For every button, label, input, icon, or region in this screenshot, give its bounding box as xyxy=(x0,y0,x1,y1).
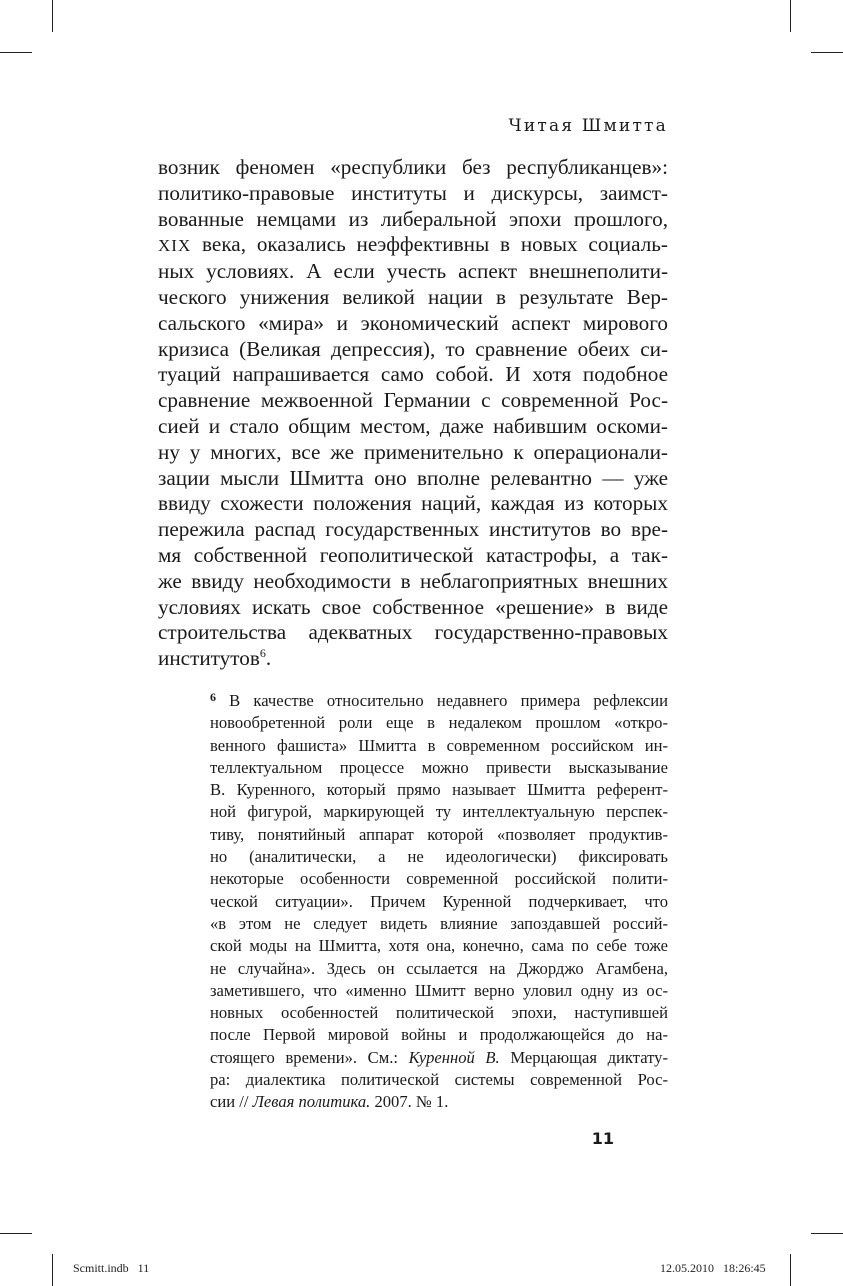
body-line: XIX века, оказались неэффективны в новых социаль- xyxy=(158,232,668,257)
footnote-line: стоящего времени». См.: Куренной В. Мерцающая диктату- xyxy=(210,1047,669,1067)
footnote-line: венного фашиста» Шмитта в современном российском ин- xyxy=(210,735,668,755)
footnote-line: ской моды на Шмитта, хотя она, конечно, сама по себе тоже xyxy=(210,936,668,956)
body-line: же ввиду необходимости в неблагоприятных внешних xyxy=(158,568,668,593)
footnote-line: ной фигурой, маркирующей ту интеллектуальную перспек- xyxy=(210,802,668,822)
footnote-reference[interactable]: 6 xyxy=(259,646,266,661)
footnote-line: заметившего, что «именно Шмитт верно уловил одну из ос- xyxy=(210,980,668,1000)
crop-mark xyxy=(0,1233,32,1234)
footnote-line: тиву, понятийный аппарат которой «позволяет продуктив- xyxy=(210,824,668,844)
footnote-line: теллектуальном процессе можно привести высказывание xyxy=(210,757,668,777)
slug-timestamp: 12.05.2010 18:26:45 xyxy=(660,1261,766,1275)
body-line: сальского «мира» и экономический аспект мирового xyxy=(158,310,668,335)
body-line: ных условиях. А если учесть аспект внешнеполити- xyxy=(158,259,668,284)
body-line: политико-правовые институты и дискурсы, заимст- xyxy=(158,180,668,205)
running-head-first: Читая xyxy=(508,116,575,136)
footnote-line: $^6$ В качестве относительно недавнего примера рефлексии xyxy=(210,690,668,710)
century-numeral: XIX xyxy=(158,236,192,256)
footnote-line: «в этом не следует видеть влияние запоздавшей россий- xyxy=(210,913,668,933)
footnote-line: сии // Левая политика. 2007. № 1. xyxy=(210,1092,449,1112)
footnote-line: В. Куренного, который прямо называет Шмитта референт- xyxy=(210,780,668,800)
body-line: институтов$^6$. xyxy=(158,646,272,671)
footnote-line: но (аналитически, а не идеологически) фиксировать xyxy=(210,847,668,867)
body-line: туаций напрашивается само собой. И хотя подобное xyxy=(158,362,668,387)
footnote-marker: 6 xyxy=(210,690,216,704)
body-line: возник феномен «республики без республиканцев»: xyxy=(158,155,668,179)
footnote-line: ра: диалектика политической системы современной Рос- xyxy=(210,1070,668,1090)
body-line: ну у многих, все же применительно к операционали- xyxy=(158,439,668,464)
footnote-line: новообретенной роли еще в недалеком прошлом «откро- xyxy=(210,713,668,733)
footnote-line: не случайна». Здесь он ссылается на Джорджо Агамбена, xyxy=(210,958,668,978)
body-line: мя собственной геополитической катастрофы, а так- xyxy=(158,542,668,567)
crop-mark xyxy=(52,1254,53,1286)
crop-mark xyxy=(790,1254,791,1286)
body-line: строительства адекватных государственно-правовых xyxy=(158,620,668,645)
footnote-line: ческой ситуации». Причем Куренной подчеркивает, что xyxy=(210,891,668,911)
body-text xyxy=(158,155,668,672)
footnote xyxy=(210,690,668,1114)
crop-mark xyxy=(790,0,791,32)
body-line: ческого унижения великой нации в результате Вер- xyxy=(158,284,668,309)
body-line: кризиса (Великая депрессия), то сравнение обеих си- xyxy=(158,336,668,361)
slug-file: Scmitt.indb 11 xyxy=(73,1261,150,1275)
body-line: пережила распад государственных институтов во вре- xyxy=(158,517,668,542)
body-line: сией и стало общим местом, даже набившим оскоми- xyxy=(158,413,668,438)
running-head xyxy=(158,116,668,136)
crop-mark xyxy=(0,52,32,53)
page-number: 11 xyxy=(591,1129,614,1148)
body-line: ввиду схожести положения наций, каждая из которых xyxy=(158,491,668,516)
footnote-line: некоторые особенности современной российской полити- xyxy=(210,869,668,889)
journal-citation: Левая политика. xyxy=(252,1092,371,1112)
crop-mark xyxy=(811,52,843,53)
crop-mark xyxy=(52,0,53,32)
crop-mark xyxy=(811,1233,843,1234)
body-line: сравнение межвоенной Германии с современной Рос- xyxy=(158,388,668,413)
running-head-second: Шмитта xyxy=(581,116,668,136)
body-line: условиях искать свое собственное «решение» в виде xyxy=(158,594,668,619)
body-line: вованные немцами из либеральной эпохи прошлого, xyxy=(158,206,668,231)
footnote-line: новных особенностей политической эпохи, наступившей xyxy=(210,1003,668,1023)
body-line: зации мысли Шмитта оно вполне релевантно — уже xyxy=(158,465,668,490)
author-citation: Куренной В. xyxy=(408,1047,500,1067)
footnote-line: после Первой мировой войны и продолжающейся до на- xyxy=(210,1025,668,1045)
